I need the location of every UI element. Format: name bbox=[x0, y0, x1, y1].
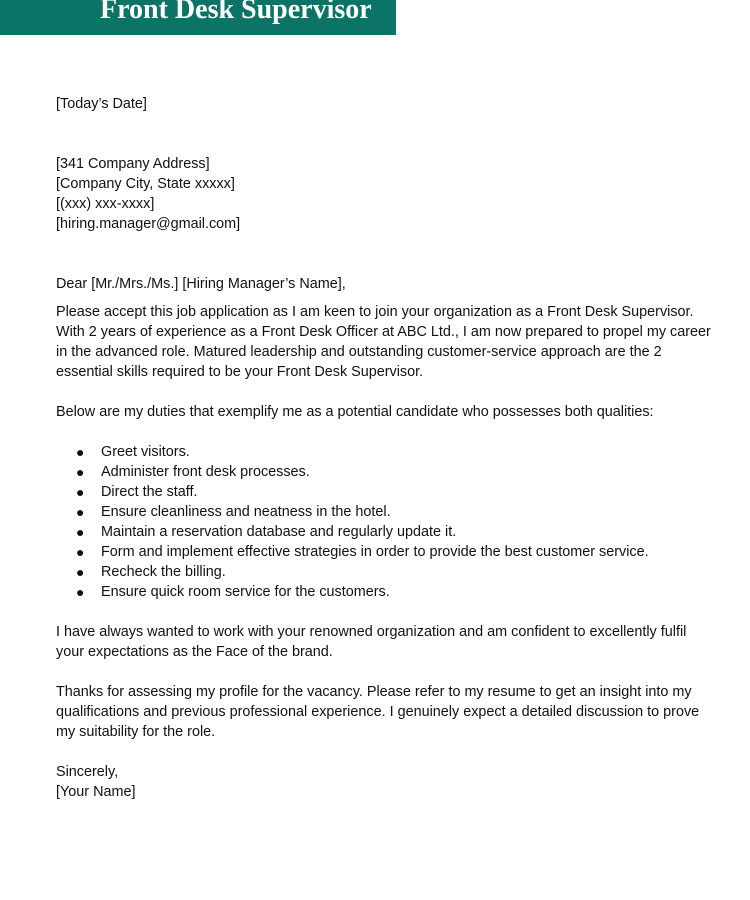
bullet-icon: ● bbox=[76, 524, 85, 540]
duty-text: Ensure quick room service for the customers. bbox=[101, 584, 390, 600]
address-line-email: [hiring.manager@gmail.com] bbox=[56, 216, 241, 232]
duty-text: Ensure cleanliness and neatness in the hotel. bbox=[101, 504, 391, 520]
salutation: Dear [Mr./Mrs./Ms.] [Hiring Manager’s Name], bbox=[56, 276, 346, 292]
duty-text: Form and implement effective strategies in order to provide the best customer service. bbox=[101, 544, 649, 560]
bullet-icon: ● bbox=[76, 504, 85, 520]
duties-list bbox=[56, 442, 716, 602]
list-item bbox=[56, 502, 716, 522]
bullet-icon: ● bbox=[76, 584, 85, 600]
duty-text: Administer front desk processes. bbox=[101, 464, 310, 480]
bullet-icon: ● bbox=[76, 444, 85, 460]
list-item bbox=[56, 522, 716, 542]
duty-text: Greet visitors. bbox=[101, 444, 190, 460]
letter-body bbox=[56, 94, 716, 802]
list-item bbox=[56, 482, 716, 502]
list-item bbox=[56, 542, 716, 562]
bullet-icon: ● bbox=[76, 464, 85, 480]
bullet-icon: ● bbox=[76, 484, 85, 500]
address-line-street: [341 Company Address] bbox=[56, 156, 210, 172]
letter-date: [Today’s Date] bbox=[56, 96, 147, 112]
duties-intro: Below are my duties that exemplify me as a potential candidate who possesses both qualities: bbox=[56, 404, 654, 420]
closing-block bbox=[56, 762, 716, 802]
confidence-paragraph: I have always wanted to work with your renowned organization and am confident to excellently fulfil your expectations as the Face of the brand. bbox=[56, 624, 687, 660]
duty-text: Direct the staff. bbox=[101, 484, 198, 500]
list-item bbox=[56, 562, 716, 582]
list-item bbox=[56, 462, 716, 482]
document-title: Front Desk Supervisor bbox=[100, 0, 372, 25]
closing-phrase: Sincerely, bbox=[56, 764, 119, 780]
bullet-icon: ● bbox=[76, 544, 85, 560]
header-banner bbox=[0, 0, 396, 35]
duty-text: Maintain a reservation database and regularly update it. bbox=[101, 524, 457, 540]
thanks-paragraph: Thanks for assessing my profile for the vacancy. Please refer to my resume to get an insight into my qualifications and previous professional experience. I genuinely expect a detailed discussion to prove my suitability for the role. bbox=[56, 684, 700, 740]
address-line-phone: [(xxx) xxx-xxxx] bbox=[56, 196, 155, 212]
list-item bbox=[56, 582, 716, 602]
intro-paragraph: Please accept this job application as I am keen to join your organization as a Front Desk Supervisor. With 2 years of experience as a Front Desk Officer at ABC Ltd., I am now prepared to propel my career in the advanced role. Matured leadership and outstanding customer-service approach are the 2 essential skills required to be your Front Desk Supervisor. bbox=[56, 304, 711, 380]
bullet-icon: ● bbox=[76, 564, 85, 580]
duty-text: Recheck the billing. bbox=[101, 564, 226, 580]
list-item bbox=[56, 442, 716, 462]
signature-name: [Your Name] bbox=[56, 784, 136, 800]
address-line-city: [Company City, State xxxxx] bbox=[56, 176, 235, 192]
recipient-address bbox=[56, 154, 716, 234]
